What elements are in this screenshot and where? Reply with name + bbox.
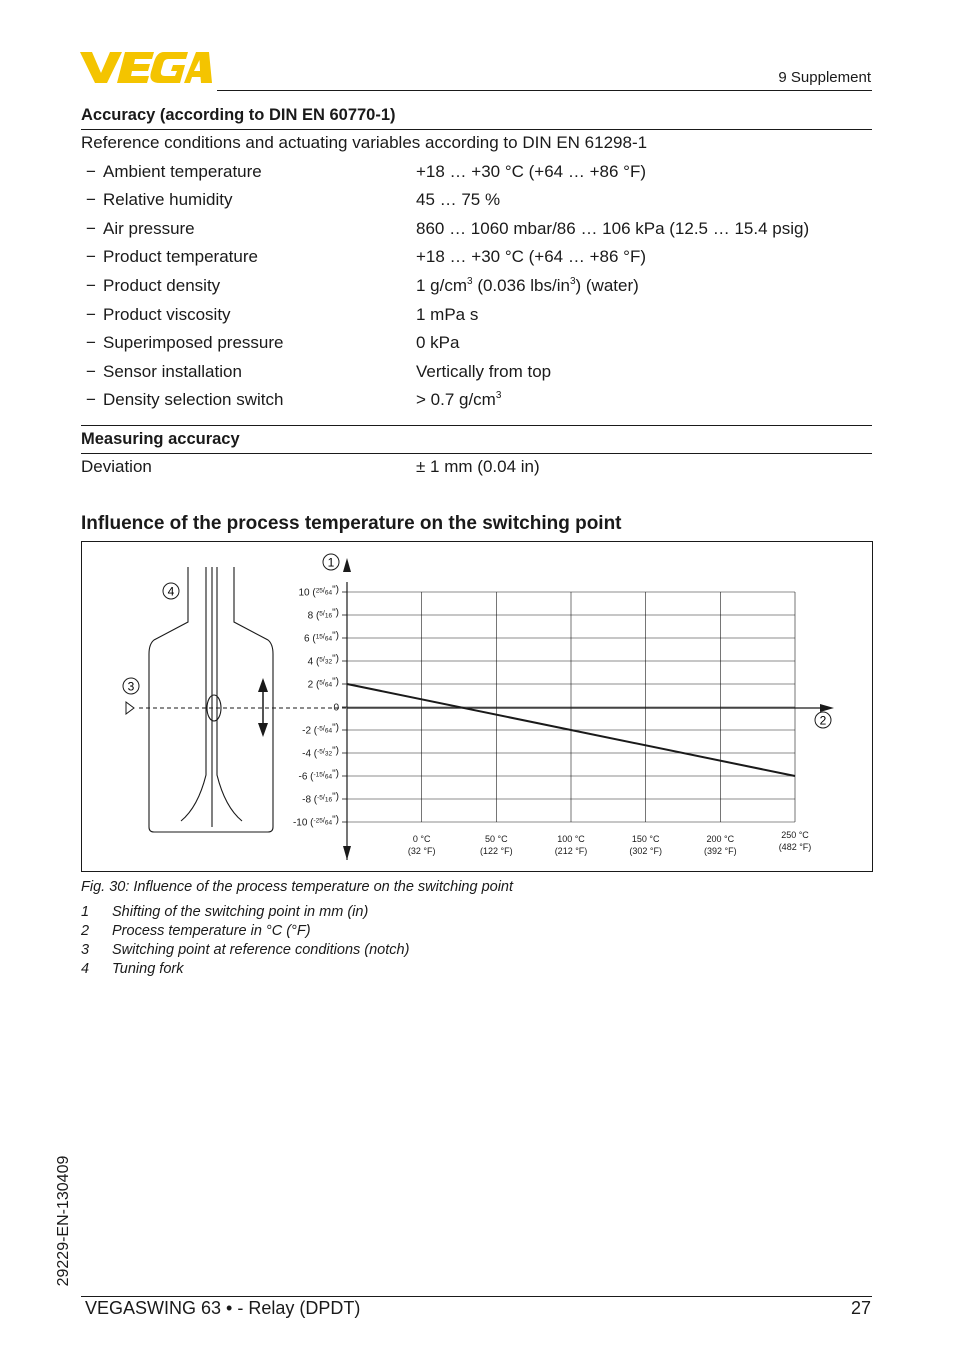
legend-number: 2: [81, 923, 90, 939]
x-tick-label-fahrenheit: (32 °F): [407, 846, 436, 856]
condition-row: [81, 390, 872, 418]
accuracy-rule: [81, 129, 872, 130]
deviation-label: Deviation: [81, 457, 152, 476]
x-tick-label-celsius: 250 °C: [781, 830, 809, 840]
row-dash: −: [86, 305, 96, 324]
y-tick-label: 0: [333, 702, 339, 714]
row-dash: −: [86, 162, 96, 181]
condition-row: [81, 190, 872, 218]
influence-title: Influence of the process temperature on the switching point: [81, 513, 622, 534]
vega-logo: [80, 50, 212, 84]
footer-rule: [81, 1296, 872, 1297]
measuring-top-rule: [81, 425, 872, 426]
notch-marker-icon: [126, 702, 134, 714]
footer-product: VEGASWING 63 • - Relay (DPDT): [85, 1298, 361, 1318]
condition-row: [81, 333, 872, 361]
legend-number: 3: [81, 942, 90, 958]
condition-row: [81, 162, 872, 190]
condition-label: Product viscosity: [103, 305, 231, 324]
legend-number: 1: [81, 904, 90, 920]
superscript: 3: [569, 276, 576, 287]
document-code-text: 29229-EN-130409: [55, 1155, 72, 1287]
condition-label: Product density: [103, 276, 221, 295]
condition-value: +18 … +30 °C (+64 … +86 °F): [416, 247, 646, 266]
x-tick-label-celsius: 0 °C: [412, 834, 431, 844]
influence-chart: [82, 542, 872, 871]
page-number: 27: [850, 1298, 871, 1318]
chart-grid: [347, 592, 795, 822]
y-tick-label: 4 $(^5/_{32}")$: [307, 653, 339, 668]
value-part: > 0.7 g/cm: [416, 390, 496, 409]
y-tick-labels: [293, 585, 347, 829]
marker-3-label: 3: [127, 679, 135, 694]
x-tick-label-celsius: 200 °C: [706, 834, 735, 844]
condition-value: [416, 276, 639, 296]
condition-label: Density selection switch: [103, 390, 284, 409]
condition-row: [81, 247, 872, 275]
condition-row: [81, 219, 872, 247]
condition-label: Relative humidity: [103, 190, 233, 209]
legend-text: Tuning fork: [112, 961, 184, 977]
y-tick-label: -4 $(^{-5}/_{32}")$: [302, 745, 339, 760]
x-tick-label-fahrenheit: (212 °F): [554, 846, 588, 856]
marker-1: [323, 554, 339, 570]
y-tick-label: 2 $(^5/_{64}")$: [307, 676, 339, 691]
deviation-value: ± 1 mm (0.04 in): [416, 457, 540, 476]
condition-value: Vertically from top: [416, 362, 552, 381]
y-tick-label: -8 $(^{-5}/_{16}")$: [302, 791, 339, 806]
marker-3: [123, 678, 139, 694]
x-tick-label-fahrenheit: (392 °F): [704, 846, 737, 856]
marker-2-label: 2: [819, 713, 827, 728]
value-part: (0.036 lbs/in: [472, 276, 570, 295]
superscript: 3: [495, 390, 502, 401]
condition-label: Ambient temperature: [103, 162, 262, 181]
accuracy-title: Accuracy (according to DIN EN 60770-1): [81, 106, 396, 124]
y-tick-label: -6 $(^{-15}/_{64}")$: [298, 768, 339, 783]
condition-row: [81, 276, 872, 304]
row-dash: −: [86, 219, 96, 238]
condition-row: [81, 305, 872, 333]
deviation-row: [81, 457, 872, 485]
row-dash: −: [86, 333, 96, 352]
y-tick-label: -10 $(^{-25}/_{64}")$: [292, 814, 339, 829]
condition-value: 860 … 1060 mbar/86 … 106 kPa (12.5 … 15.4 psig): [416, 219, 810, 238]
measuring-rule: [81, 453, 872, 454]
y-tick-label: 8 $(^5/_{16}")$: [307, 607, 339, 622]
marker-4: [163, 583, 179, 599]
row-dash: −: [86, 247, 96, 266]
y-axis-arrow-icon: [343, 558, 351, 572]
x-axis-arrow-icon: [820, 704, 834, 712]
shift-arrow-down-icon: [258, 723, 268, 737]
y-axis-arrow-down-icon: [343, 846, 351, 860]
figure-caption: Fig. 30: Influence of the process temperature on the switching point: [81, 879, 514, 895]
fork-tine-left: [181, 567, 206, 821]
legend-text: Shifting of the switching point in mm (in): [112, 904, 369, 920]
condition-value: +18 … +30 °C (+64 … +86 °F): [416, 162, 646, 181]
condition-value: 1 mPa s: [416, 305, 479, 324]
row-dash: −: [86, 276, 96, 295]
x-tick-labels: [408, 830, 811, 856]
superscript: 3: [467, 276, 473, 287]
value-part: 1 g/cm: [416, 276, 468, 295]
header-rule: [217, 90, 872, 91]
x-tick-label-celsius: 50 °C: [485, 834, 508, 844]
influence-figure: [81, 541, 873, 872]
header-section-label: 9 Supplement: [778, 69, 871, 86]
x-tick-label-celsius: 100 °C: [557, 834, 585, 844]
measuring-title: Measuring accuracy: [81, 430, 240, 448]
value-part: ) (water): [575, 276, 639, 295]
y-tick-label: 10 $(^{25}/_{64}")$: [298, 584, 339, 599]
condition-row: [81, 362, 872, 390]
marker-1-label: 1: [327, 555, 335, 570]
x-tick-label-celsius: 150 °C: [631, 834, 660, 844]
y-tick-label: -2 $(^{-5}/_{64}")$: [302, 722, 339, 737]
row-dash: −: [86, 390, 96, 409]
condition-value: 0 kPa: [416, 333, 460, 352]
condition-value: 45 … 75 %: [416, 190, 501, 209]
x-tick-label-fahrenheit: (482 °F): [778, 842, 812, 852]
legend-number: 4: [81, 961, 90, 977]
condition-label: Sensor installation: [103, 362, 242, 381]
x-tick-label-fahrenheit: (122 °F): [480, 846, 513, 856]
legend-text: Switching point at reference conditions (notch): [112, 942, 410, 958]
condition-label: Air pressure: [103, 219, 195, 238]
condition-label: Superimposed pressure: [103, 333, 284, 352]
condition-value: [416, 390, 501, 410]
marker-4-label: 4: [167, 584, 175, 599]
y-tick-label: 6 $(^{15}/_{64}")$: [304, 630, 339, 645]
legend-text: Process temperature in °C (°F): [112, 923, 311, 939]
condition-label: Product temperature: [103, 247, 258, 266]
marker-2: [815, 712, 831, 728]
row-dash: −: [86, 362, 96, 381]
sensor-housing-outline: [149, 567, 273, 832]
row-dash: −: [86, 190, 96, 209]
x-tick-label-fahrenheit: (302 °F): [629, 846, 662, 856]
tuning-fork-drawing: [149, 567, 273, 832]
fork-tine-right: [217, 567, 242, 821]
document-code: [52, 1146, 76, 1296]
reference-conditions: Reference conditions and actuating variables according to DIN EN 61298-1: [81, 133, 648, 152]
shift-arrow-up-icon: [258, 678, 268, 692]
